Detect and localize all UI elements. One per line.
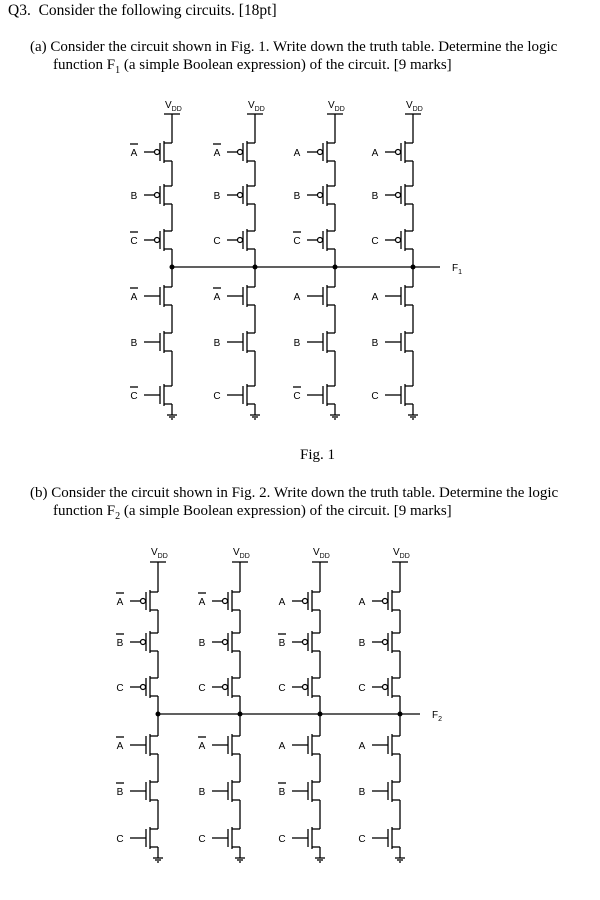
input-label-c: C <box>278 834 286 845</box>
input-label-a: A <box>116 741 124 752</box>
input-label-b: B <box>371 191 379 202</box>
pmos-bubble <box>141 599 146 604</box>
pmos-bubble <box>141 685 146 690</box>
part-b-line2-post: (a simple Boolean expression) of the circuit. [9 marks] <box>120 503 452 519</box>
part-b-line2-pre: function F <box>53 503 116 519</box>
input-label-b: B <box>198 787 206 798</box>
vdd-label: $V_{DD}$ <box>393 547 410 560</box>
part-b-text <box>30 484 590 526</box>
part-a-line2-pre: function F <box>53 57 116 73</box>
input-label-c: C <box>358 834 366 845</box>
vdd-subscript: DD <box>334 106 345 113</box>
input-label-c: C <box>198 834 206 845</box>
vdd-label: $V_{DD}$ <box>328 100 345 113</box>
part-b-label: (b) <box>30 485 48 501</box>
input-label-a: A <box>278 741 286 752</box>
output-subscript: 1 <box>458 269 463 276</box>
part-b-line1: Consider the circuit shown in Fig. 2. Write down the truth table. Determine the logic <box>51 485 559 501</box>
input-label-c: C <box>130 391 138 402</box>
vdd-subscript: DD <box>319 553 330 560</box>
input-label-b: B <box>116 787 124 798</box>
input-label-b: B <box>130 191 138 202</box>
input-label-c: C <box>371 236 379 247</box>
figure-2-circuit <box>0 535 600 895</box>
input-label-b: B <box>130 338 138 349</box>
pmos-bubble <box>238 150 243 155</box>
input-label-a: A <box>278 597 286 608</box>
part-a-label: (a) <box>30 39 47 55</box>
vdd-subscript: DD <box>239 553 250 560</box>
input-label-a: A <box>371 148 379 159</box>
output-label: $F_2$ <box>432 710 443 723</box>
pmos-bubble <box>303 685 308 690</box>
vdd-label: $V_{DD}$ <box>165 100 182 113</box>
input-label-c: C <box>278 683 286 694</box>
input-label-b: B <box>198 638 206 649</box>
pmos-bubble <box>238 193 243 198</box>
input-label-a: A <box>198 741 206 752</box>
input-label-b: B <box>293 191 301 202</box>
pmos-bubble <box>223 685 228 690</box>
input-label-b: B <box>278 638 286 649</box>
input-label-a: A <box>198 597 206 608</box>
input-label-c: C <box>371 391 379 402</box>
part-a-line1: Consider the circuit shown in Fig. 1. Write down the truth table. Determine the logic <box>50 39 558 55</box>
input-label-c: C <box>293 391 301 402</box>
vdd-subscript: DD <box>254 106 265 113</box>
input-label-c: C <box>213 236 221 247</box>
figure-2 <box>0 535 600 895</box>
output-label: $F_1$ <box>452 263 463 276</box>
input-label-c: C <box>198 683 206 694</box>
input-label-b: B <box>213 338 221 349</box>
pmos-bubble <box>396 238 401 243</box>
pmos-bubble <box>383 685 388 690</box>
vdd-label: $V_{DD}$ <box>406 100 423 113</box>
pmos-bubble <box>155 150 160 155</box>
pmos-bubble <box>383 599 388 604</box>
input-label-b: B <box>358 787 366 798</box>
input-label-c: C <box>213 391 221 402</box>
input-label-c: C <box>130 236 138 247</box>
pmos-bubble <box>303 640 308 645</box>
pmos-bubble <box>238 238 243 243</box>
part-a-line2-post: (a simple Boolean expression) of the circuit. [9 marks] <box>120 57 452 73</box>
vdd-label: $V_{DD}$ <box>233 547 250 560</box>
pmos-bubble <box>303 599 308 604</box>
input-label-b: B <box>116 638 124 649</box>
input-label-a: A <box>293 292 301 303</box>
output-subscript: 2 <box>438 716 443 723</box>
input-label-a: A <box>213 292 221 303</box>
input-label-b: B <box>358 638 366 649</box>
input-label-a: A <box>358 597 366 608</box>
pmos-bubble <box>396 193 401 198</box>
pmos-bubble <box>318 238 323 243</box>
pmos-bubble <box>396 150 401 155</box>
input-label-a: A <box>130 148 138 159</box>
input-label-c: C <box>116 834 124 845</box>
pmos-bubble <box>318 193 323 198</box>
input-label-a: A <box>371 292 379 303</box>
pmos-bubble <box>318 150 323 155</box>
question-title: Consider the following circuits. [18pt] <box>38 2 277 19</box>
pmos-bubble <box>223 599 228 604</box>
input-label-a: A <box>293 148 301 159</box>
part-a-line2-sub: 1 <box>115 65 121 76</box>
input-label-c: C <box>293 236 301 247</box>
question-header <box>8 2 277 20</box>
input-label-a: A <box>130 292 138 303</box>
vdd-label: $V_{DD}$ <box>151 547 168 560</box>
input-label-b: B <box>293 338 301 349</box>
vdd-label: $V_{DD}$ <box>248 100 265 113</box>
figure-1 <box>0 90 600 470</box>
input-label-b: B <box>278 787 286 798</box>
vdd-subscript: DD <box>412 106 423 113</box>
input-label-a: A <box>358 741 366 752</box>
vdd-subscript: DD <box>171 106 182 113</box>
input-label-a: A <box>116 597 124 608</box>
part-b-line2-sub: 2 <box>115 511 121 522</box>
figure-1-circuit <box>0 90 600 470</box>
vdd-subscript: DD <box>399 553 410 560</box>
pmos-bubble <box>155 193 160 198</box>
input-label-c: C <box>116 683 124 694</box>
pmos-bubble <box>141 640 146 645</box>
figure-1-caption: Fig. 1 <box>300 447 336 463</box>
input-label-b: B <box>213 191 221 202</box>
pmos-bubble <box>223 640 228 645</box>
vdd-label: $V_{DD}$ <box>313 547 330 560</box>
input-label-c: C <box>358 683 366 694</box>
question-number: Q3. <box>8 2 31 19</box>
pmos-bubble <box>155 238 160 243</box>
input-label-b: B <box>371 338 379 349</box>
input-label-a: A <box>213 148 221 159</box>
pmos-bubble <box>383 640 388 645</box>
vdd-subscript: DD <box>157 553 168 560</box>
part-a-text <box>30 38 590 80</box>
